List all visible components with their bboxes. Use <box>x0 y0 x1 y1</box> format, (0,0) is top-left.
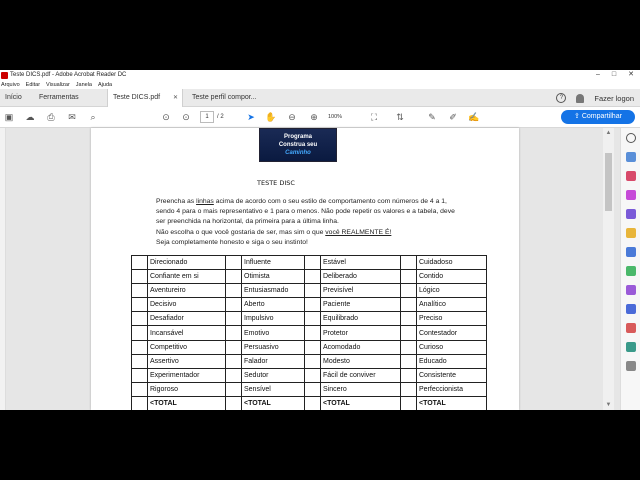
menu-janela[interactable]: Janela <box>75 81 92 88</box>
score-cell[interactable] <box>132 396 148 410</box>
login-link[interactable]: Fazer logon <box>594 93 634 103</box>
window-title: Teste DICS.pdf - Adobe Acrobat Reader DC <box>10 72 127 78</box>
scroll-thumb[interactable] <box>605 153 612 211</box>
logo-line-3: Caminho <box>285 150 311 156</box>
trait-cell: Cuidadoso <box>417 256 487 270</box>
score-cell[interactable] <box>132 312 148 326</box>
trait-cell: <TOTAL <box>148 396 226 410</box>
menu-bar <box>0 80 640 89</box>
score-cell[interactable] <box>305 340 321 354</box>
logo-line-1: Programa <box>283 134 312 140</box>
trait-cell: Otimista <box>242 270 305 284</box>
trait-cell: Contido <box>417 270 487 284</box>
comment-tool-icon[interactable] <box>626 228 636 238</box>
pdf-page <box>91 128 519 410</box>
trait-cell: Confiante em si <box>148 270 226 284</box>
table-row <box>132 270 487 284</box>
email-icon[interactable]: ✉ <box>68 112 76 122</box>
share-button[interactable] <box>561 110 635 124</box>
hand-tool-icon[interactable]: ✋ <box>265 112 277 122</box>
trait-cell: Acomodado <box>321 340 401 354</box>
score-cell[interactable] <box>226 382 242 396</box>
tab-teste-dics[interactable] <box>107 89 183 107</box>
trait-cell: Paciente <box>321 298 401 312</box>
trait-cell: Previsível <box>321 284 401 298</box>
sign-icon[interactable]: ✍ <box>468 112 480 122</box>
score-cell[interactable] <box>401 312 417 326</box>
trait-cell: Falador <box>242 354 305 368</box>
maximize-icon[interactable]: □ <box>611 71 617 78</box>
program-logo <box>259 128 337 162</box>
acrobat-app-icon <box>1 72 8 79</box>
score-cell[interactable] <box>226 354 242 368</box>
trait-cell: Incansável <box>148 326 226 340</box>
instructions <box>156 197 456 248</box>
instr-p3: Seja completamente honesto e siga o seu instinto! <box>156 238 308 246</box>
trait-cell: Fácil de conviver <box>321 368 401 382</box>
score-cell[interactable] <box>226 284 242 298</box>
trait-cell: Influente <box>242 256 305 270</box>
trait-cell: Decisivo <box>148 298 226 312</box>
share-label: Compartilhar <box>581 113 622 120</box>
score-cell[interactable] <box>226 326 242 340</box>
trait-cell: Lógico <box>417 284 487 298</box>
score-cell[interactable] <box>305 284 321 298</box>
title-bar <box>0 70 640 80</box>
score-cell[interactable] <box>401 396 417 410</box>
next-page-icon[interactable]: ⊙ <box>182 112 190 122</box>
table-row <box>132 368 487 382</box>
score-cell[interactable] <box>226 312 242 326</box>
instr-p2-underline: você REALMENTE É! <box>325 228 392 236</box>
trait-cell: Competitivo <box>148 340 226 354</box>
score-cell[interactable] <box>401 284 417 298</box>
trait-cell: Desafiador <box>148 312 226 326</box>
score-cell[interactable] <box>401 340 417 354</box>
prev-page-icon[interactable]: ⊙ <box>162 112 170 122</box>
combine-files-icon[interactable] <box>626 247 636 257</box>
score-cell[interactable] <box>226 256 242 270</box>
minimize-icon[interactable]: – <box>596 71 600 78</box>
right-tools-panel <box>620 128 640 410</box>
table-row <box>132 284 487 298</box>
trait-cell: Preciso <box>417 312 487 326</box>
score-cell[interactable] <box>226 298 242 312</box>
trait-cell: Contestador <box>417 326 487 340</box>
score-cell[interactable] <box>305 368 321 382</box>
menu-editar[interactable]: Editar <box>25 81 41 88</box>
score-cell[interactable] <box>132 298 148 312</box>
search-icon[interactable]: ⌕ <box>90 112 96 122</box>
page-number-input[interactable]: 1 <box>200 111 214 123</box>
protect-icon[interactable] <box>626 304 636 314</box>
notifications-icon[interactable] <box>576 94 584 103</box>
table-row <box>132 340 487 354</box>
trait-cell: Aventureiro <box>148 284 226 298</box>
table-row <box>132 256 487 270</box>
trait-cell: Assertivo <box>148 354 226 368</box>
trait-cell: Impulsivo <box>242 312 305 326</box>
trait-cell: Modesto <box>321 354 401 368</box>
trait-cell: Rigoroso <box>148 382 226 396</box>
trait-cell: Persuasivo <box>242 340 305 354</box>
total-row <box>132 396 487 410</box>
trait-cell: Entusiasmado <box>242 284 305 298</box>
document-title: TESTE DISC <box>257 179 295 187</box>
score-cell[interactable] <box>132 340 148 354</box>
trait-cell: <TOTAL <box>321 396 401 410</box>
score-cell[interactable] <box>132 326 148 340</box>
menu-arquivo[interactable]: Arquivo <box>1 81 20 88</box>
close-window-icon[interactable]: ✕ <box>628 71 634 78</box>
fit-page-icon[interactable]: ⛶ <box>370 112 378 122</box>
save-icon[interactable]: ▣ <box>4 112 14 122</box>
instr-p2a: Não escolha o que você gostaria de ser, mas sim o que <box>156 228 326 236</box>
score-cell[interactable] <box>132 284 148 298</box>
menu-visualizar[interactable]: Visualizar <box>46 81 70 88</box>
menu-ajuda[interactable]: Ajuda <box>98 81 113 88</box>
instr-p1a: Preencha as <box>156 198 197 205</box>
trait-cell: Sensível <box>242 382 305 396</box>
table-row <box>132 354 487 368</box>
trait-cell: Educado <box>417 354 487 368</box>
score-cell[interactable] <box>226 396 242 410</box>
help-icon[interactable]: ? <box>556 93 566 103</box>
trait-cell: Consistente <box>417 368 487 382</box>
score-cell[interactable] <box>305 382 321 396</box>
score-cell[interactable] <box>401 354 417 368</box>
more-tools-icon[interactable] <box>626 323 636 333</box>
trait-cell: Curioso <box>417 340 487 354</box>
edit-pdf-icon[interactable] <box>626 190 636 200</box>
score-cell[interactable] <box>401 270 417 284</box>
scroll-mode-icon[interactable]: ⇅ <box>396 112 404 122</box>
trait-cell: Estável <box>321 256 401 270</box>
table-row <box>132 382 487 396</box>
organize-pages-icon[interactable] <box>626 209 636 219</box>
scroll-down-icon[interactable]: ▼ <box>605 402 612 408</box>
score-cell[interactable] <box>401 382 417 396</box>
score-cell[interactable] <box>401 298 417 312</box>
trait-cell: Aberto <box>242 298 305 312</box>
trait-cell: Equilibrado <box>321 312 401 326</box>
compress-icon[interactable] <box>626 266 636 276</box>
comment-icon[interactable]: ✎ <box>428 112 436 122</box>
score-cell[interactable] <box>132 256 148 270</box>
score-cell[interactable] <box>226 340 242 354</box>
instr-p1b: acima de acordo com o seu estilo de comportamento com números de 4 a 1, sendo 4 para o mais representativo e 1 para o menos. Não pode repetir os valores e a tabela, deve ser preenchida na horizontal, da primeira para a última linha. <box>156 198 455 226</box>
zoom-in-icon[interactable]: ⊕ <box>310 112 318 122</box>
tab-bar <box>0 89 640 107</box>
print-icon[interactable]: ⎙ <box>47 112 55 122</box>
search-tools-icon[interactable] <box>626 133 636 143</box>
table-row <box>132 326 487 340</box>
trait-cell: Deliberado <box>321 270 401 284</box>
tab-tools[interactable]: Ferramentas <box>39 94 79 101</box>
trait-cell: Perfeccionista <box>417 382 487 396</box>
close-tab-icon[interactable]: ✕ <box>172 95 178 101</box>
score-cell[interactable] <box>401 256 417 270</box>
toolbar <box>0 107 640 128</box>
logo-line-2: Construa seu <box>278 142 318 148</box>
share-icon: ⇪ <box>574 113 582 120</box>
highlight-pen-icon[interactable]: ✐ <box>449 112 457 122</box>
left-panel-toggle[interactable] <box>0 128 6 410</box>
tab-teste-perfil[interactable]: Teste perfil compor... <box>192 94 257 101</box>
score-cell[interactable] <box>132 382 148 396</box>
zoom-level[interactable]: 100% <box>328 114 343 120</box>
trait-cell: Protetor <box>321 326 401 340</box>
select-cursor-icon[interactable]: ➤ <box>247 112 255 122</box>
score-cell[interactable] <box>305 270 321 284</box>
score-cell[interactable] <box>305 298 321 312</box>
score-cell[interactable] <box>401 326 417 340</box>
trait-cell: Emotivo <box>242 326 305 340</box>
trait-cell: Analítico <box>417 298 487 312</box>
score-cell[interactable] <box>132 270 148 284</box>
score-cell[interactable] <box>226 270 242 284</box>
score-cell[interactable] <box>226 368 242 382</box>
acrobat-window <box>0 70 640 410</box>
score-cell[interactable] <box>401 368 417 382</box>
fill-sign-icon[interactable] <box>626 285 636 295</box>
trait-cell: Experimentador <box>148 368 226 382</box>
score-cell[interactable] <box>305 256 321 270</box>
score-cell[interactable] <box>305 326 321 340</box>
vertical-scrollbar[interactable] <box>603 128 614 410</box>
score-cell[interactable] <box>305 354 321 368</box>
tab-home[interactable]: Início <box>5 94 22 101</box>
expand-panel-icon[interactable] <box>626 361 636 371</box>
export-pdf-icon[interactable] <box>626 152 636 162</box>
score-cell[interactable] <box>132 354 148 368</box>
scroll-up-icon[interactable]: ▲ <box>605 130 612 136</box>
tab-teste-dics-label: Teste DICS.pdf <box>113 94 161 101</box>
trait-cell: Direcionado <box>148 256 226 270</box>
upload-icon[interactable]: ☁ <box>25 112 35 122</box>
zoom-out-icon[interactable]: ⊖ <box>288 112 296 122</box>
page-total: / 2 <box>217 114 224 120</box>
trait-cell: <TOTAL <box>417 396 487 410</box>
score-cell[interactable] <box>132 368 148 382</box>
create-pdf-icon[interactable] <box>626 171 636 181</box>
disc-table <box>131 255 487 410</box>
table-row <box>132 312 487 326</box>
trait-cell: Sincero <box>321 382 401 396</box>
table-row <box>132 298 487 312</box>
score-cell[interactable] <box>305 396 321 410</box>
trait-cell: <TOTAL <box>242 396 305 410</box>
instr-p1-underline: linhas <box>196 198 214 205</box>
send-review-icon[interactable] <box>626 342 636 352</box>
score-cell[interactable] <box>305 312 321 326</box>
trait-cell: Sedutor <box>242 368 305 382</box>
